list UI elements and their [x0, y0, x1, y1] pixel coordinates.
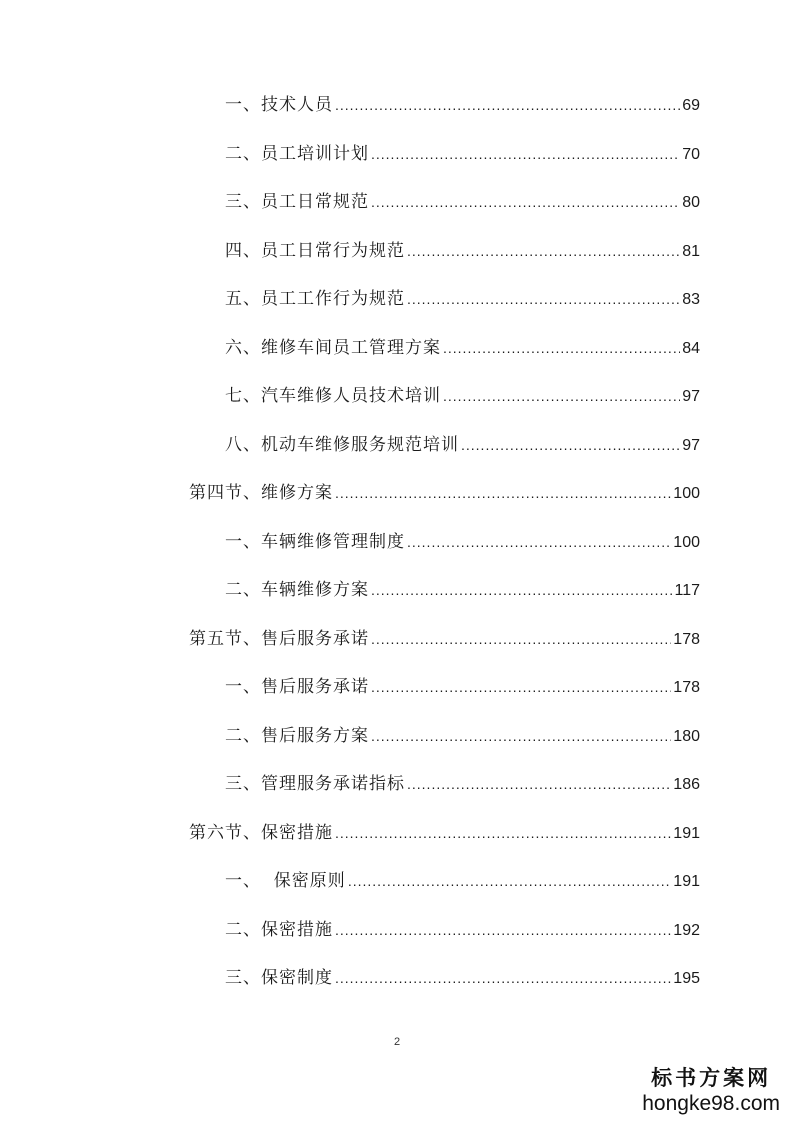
toc-entry-title: 第六节、保密措施: [189, 823, 333, 843]
toc-leader-dots: [371, 189, 680, 215]
toc-entry-title: 七、汽车维修人员技术培训: [225, 386, 441, 406]
toc-entry-page: 192: [673, 922, 700, 939]
toc-entry-title: 第五节、售后服务承诺: [189, 629, 369, 649]
toc-entry[interactable]: [225, 189, 700, 215]
toc-entry[interactable]: [225, 383, 700, 409]
toc-entry[interactable]: [225, 723, 700, 749]
toc-entry-title: 一、车辆维修管理制度: [225, 532, 405, 552]
toc-entry-title: 三、管理服务承诺指标: [225, 774, 405, 794]
toc-leader-dots: [371, 674, 671, 700]
watermark-chinese: 标书方案网: [651, 1065, 772, 1090]
toc-entry-page: 180: [673, 728, 700, 745]
toc-leader-dots: [335, 92, 680, 118]
toc-entry-title: 三、保密制度: [225, 968, 333, 988]
toc-entry[interactable]: [225, 238, 700, 264]
toc-entry-title: 一、技术人员: [225, 95, 333, 115]
toc-entry-title: 二、员工培训计划: [225, 144, 369, 164]
toc-leader-dots: [335, 917, 671, 943]
page-number: 2: [393, 1036, 401, 1048]
toc-entry-title: 一、售后服务承诺: [225, 677, 369, 697]
toc-entry-page: 178: [673, 631, 700, 648]
toc-entry-title: 二、车辆维修方案: [225, 580, 369, 600]
toc-leader-dots: [348, 868, 671, 894]
toc-entry-title: 四、员工日常行为规范: [225, 241, 405, 261]
toc-entry-title: 二、售后服务方案: [225, 726, 369, 746]
toc-leader-dots: [443, 335, 680, 361]
toc-entry-title: 五、员工工作行为规范: [225, 289, 405, 309]
toc-entry-page: 191: [673, 873, 700, 890]
watermark-logo: [642, 1062, 780, 1116]
toc-entry[interactable]: [225, 917, 700, 943]
toc-leader-dots: [407, 238, 680, 264]
toc-entry[interactable]: [225, 868, 700, 894]
toc-leader-dots: [371, 626, 671, 652]
toc-entry-page: 69: [682, 97, 700, 114]
toc-entry[interactable]: [225, 432, 700, 458]
toc-leader-dots: [335, 965, 671, 991]
toc-leader-dots: [407, 286, 680, 312]
toc-leader-dots: [407, 771, 671, 797]
toc-section-entry[interactable]: [189, 820, 700, 846]
toc-entry-page: 81: [682, 243, 700, 260]
watermark-domain: hongke98.com: [642, 1092, 780, 1115]
toc-entry-page: 80: [682, 194, 700, 211]
toc-leader-dots: [461, 432, 680, 458]
toc-entry-page: 178: [673, 679, 700, 696]
toc-entry[interactable]: [225, 286, 700, 312]
toc-leader-dots: [371, 723, 671, 749]
toc-entry-page: 117: [674, 582, 700, 599]
toc-entry[interactable]: [225, 771, 700, 797]
toc-section-entry[interactable]: [189, 480, 700, 506]
toc-entry-page: 97: [682, 437, 700, 454]
toc-leader-dots: [407, 529, 671, 555]
toc-entry-page: 83: [682, 291, 700, 308]
toc-entry[interactable]: [225, 577, 700, 603]
toc-entry-page: 195: [673, 970, 700, 987]
toc-leader-dots: [371, 577, 672, 603]
toc-leader-dots: [371, 141, 680, 167]
toc-entry-page: 84: [682, 340, 700, 357]
toc-entry-title: 八、机动车维修服务规范培训: [225, 435, 459, 455]
toc-entry-title: 二、保密措施: [225, 920, 333, 940]
toc-entry-page: 186: [673, 776, 700, 793]
toc-entry-title: 第四节、维修方案: [189, 483, 333, 503]
toc-entry-title: 六、维修车间员工管理方案: [225, 338, 441, 358]
toc-entry-page: 97: [682, 388, 700, 405]
toc-leader-dots: [335, 480, 671, 506]
toc-entry[interactable]: [225, 965, 700, 991]
toc-entry-page: 100: [673, 534, 700, 551]
toc-section-entry[interactable]: [189, 626, 700, 652]
toc-entry[interactable]: [225, 92, 700, 118]
toc-entry[interactable]: [225, 335, 700, 361]
toc-entry[interactable]: [225, 674, 700, 700]
toc-leader-dots: [443, 383, 680, 409]
toc-entry-page: 191: [673, 825, 700, 842]
toc-entry[interactable]: [225, 141, 700, 167]
toc-entry-page: 70: [682, 146, 700, 163]
toc-entry-title: 三、员工日常规范: [225, 192, 369, 212]
toc-entry[interactable]: [225, 529, 700, 555]
toc-entry-title: 一、 保密原则: [225, 871, 346, 891]
toc-entry-page: 100: [673, 485, 700, 502]
toc-leader-dots: [335, 820, 671, 846]
